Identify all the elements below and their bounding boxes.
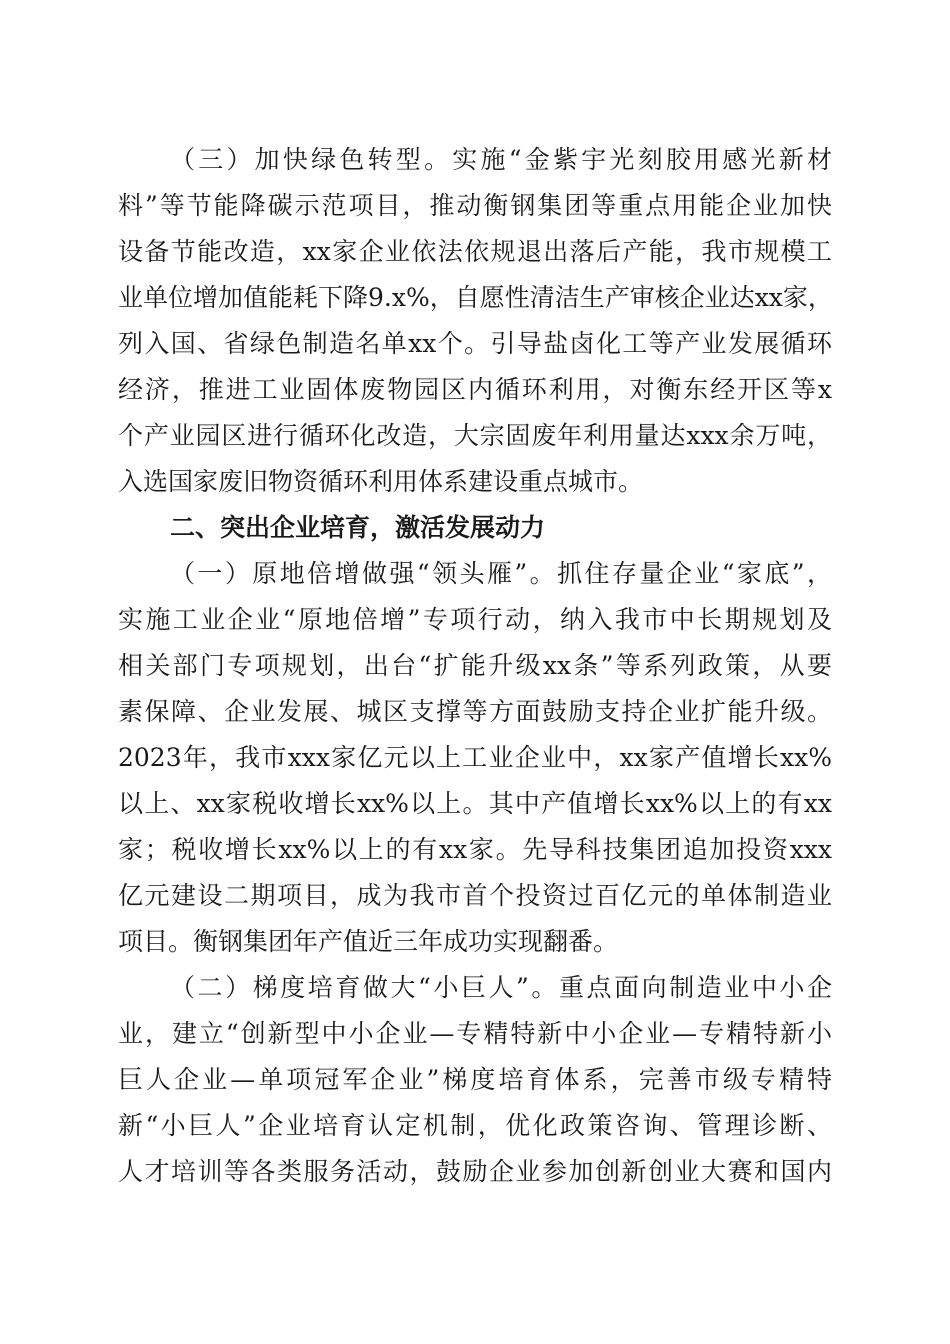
paragraph-2-line-4: 新“小巨人”企业培育认定机制，优化政策咨询、管理诊断、 [118, 1111, 832, 1140]
paragraph-1-line-5: 2023年，我市xxx家亿元以上工业企业中，xx家产值增长xx% [118, 743, 832, 772]
paragraph-2-line-3: 巨人企业—单项冠军企业”梯度培育体系，完善市级专精特 [118, 1065, 832, 1094]
paragraph-2-line-2: 业，建立“创新型中小企业—专精特新中小企业—专精特新小 [118, 1019, 832, 1048]
paragraph-1-line-3: 相关部门专项规划，出台“扩能升级xx条”等系列政策，从要 [118, 651, 832, 680]
paragraph-1-line-8: 亿元建设二期项目，成为我市首个投资过百亿元的单体制造业 [118, 881, 832, 910]
paragraph-2-line-1: （二）梯度培育做大“小巨人”。重点面向制造业中小企 [170, 973, 832, 1002]
paragraph-3-line-6: 经济，推进工业固体废物园区内循环利用，对衡东经开区等x [118, 375, 832, 404]
paragraph-3-line-2: 料”等节能降碳示范项目，推动衡钢集团等重点用能企业加快 [118, 191, 832, 220]
paragraph-2-line-5: 人才培训等各类服务活动，鼓励企业参加创新创业大赛和国内 [118, 1157, 832, 1186]
paragraph-3-line-3: 设备节能改造，xx家企业依法依规退出落后产能，我市规模工 [118, 237, 832, 266]
paragraph-1-line-1: （一）原地倍增做强“领头雁”。抓住存量企业“家底”， [170, 559, 833, 588]
section-heading: 二、突出企业培育，激活发展动力 [170, 513, 546, 542]
paragraph-1-line-9: 项目。衡钢集团年产值近三年成功实现翻番。 [118, 927, 619, 956]
paragraph-1-line-7: 家；税收增长xx%以上的有xx家。先导科技集团追加投资xxx [118, 835, 832, 864]
paragraph-3-line-5: 列入国、省绿色制造名单xx个。引导盐卤化工等产业发展循环 [118, 329, 832, 358]
paragraph-1-line-2: 实施工业企业“原地倍增”专项行动，纳入我市中长期规划及 [118, 605, 832, 634]
paragraph-3-line-1: （三）加快绿色转型。实施“金紫宇光刻胶用感光新材 [170, 145, 832, 174]
paragraph-3-line-4: 业单位增加值能耗下降9.x%，自愿性清洁生产审核企业达xx家， [118, 283, 833, 312]
paragraph-3-line-8: 入选国家废旧物资循环利用体系建设重点城市。 [118, 467, 644, 496]
paragraph-1-line-4: 素保障、企业发展、城区支撑等方面鼓励支持企业扩能升级。 [118, 697, 832, 726]
paragraph-1-line-6: 以上、xx家税收增长xx%以上。其中产值增长xx%以上的有xx [118, 789, 832, 818]
paragraph-3-line-7: 个产业园区进行循环化改造，大宗固废年利用量达xxx余万吨， [118, 421, 832, 450]
